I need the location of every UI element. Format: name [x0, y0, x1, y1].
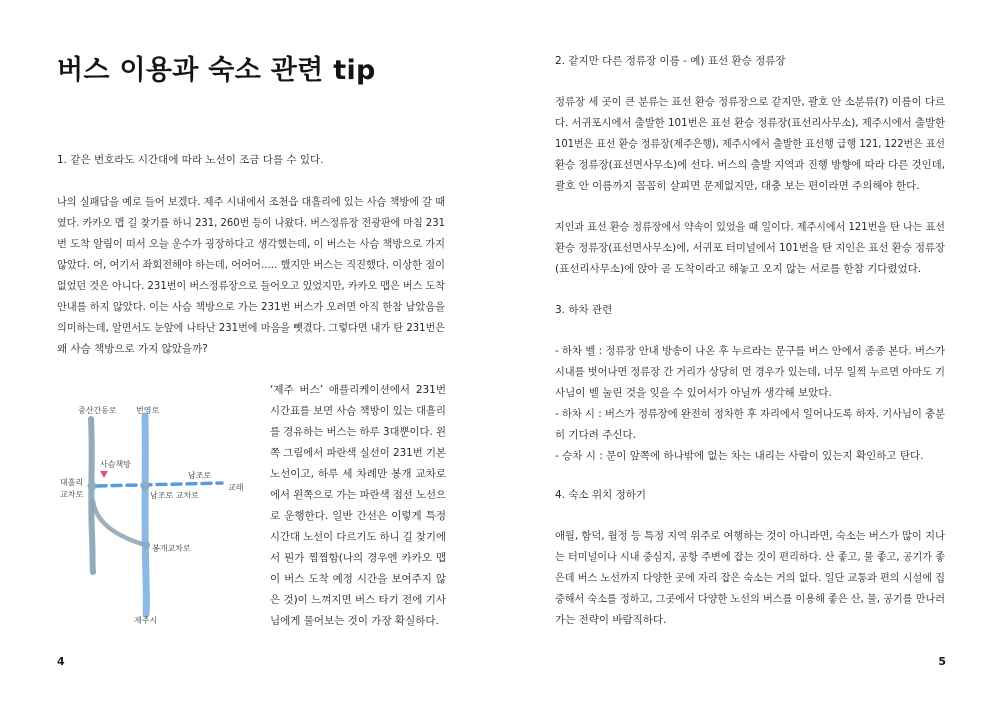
body-paragraph — [555, 217, 945, 280]
right-page — [500, 0, 1000, 710]
place-label: 교차로 — [60, 490, 84, 499]
text-line: - 하차 벨 : 정류장 안내 방송이 나온 후 누르라는 문구를 버스 안에서 종종 본다. 버스가 — [555, 345, 945, 357]
text-line: 왜 사슴 책방으로 가지 않았을까? — [57, 343, 208, 355]
text-line: 시내를 벗어나면 정류장 간 거리가 상당히 먼 경우가 있는데, 너무 일찍 누르면 아마도 기 — [555, 366, 946, 378]
body-paragraph — [555, 92, 945, 197]
section-heading: 2. 같지만 다른 정류장 이름 - 예) 표선 환승 정류장 — [555, 55, 786, 67]
map-caption-paragraph — [270, 380, 446, 632]
road-label: 번영로 — [136, 406, 160, 415]
text-line: 않았다. 어, 여기서 좌회전해야 하는데, 어어어..... 했지만 버스는 직진했다. 이상한 점이 — [57, 259, 445, 271]
text-line: 101번은 표선 환승 정류장(제주은행), 제주시에서 출발한 표선행 급행 121, 122번은 표선 — [555, 138, 946, 150]
tips-list — [555, 341, 945, 467]
text-line: 은 것)이 느껴지면 버스 타기 전에 기사 — [270, 594, 446, 606]
dashed-route-line — [97, 483, 222, 486]
place-label: 제주시 — [134, 616, 158, 625]
text-line: 에서 왼쪽으로 가는 파란색 점선 노선으 — [270, 489, 446, 501]
text-line: 로 운행한다. 일반 간선은 이렇게 특정 — [270, 510, 447, 522]
text-line: 시간대 노선이 다르기도 하니 길 찾기에 — [270, 531, 446, 543]
list-item — [555, 446, 945, 467]
text-line: 은데 버스 노선까지 다양한 곳에 자리 잡은 숙소는 거의 없다. 일단 교통과 편의 시설에 집 — [555, 572, 946, 584]
body-paragraph — [555, 526, 945, 631]
place-label: 사슴책방 — [100, 460, 131, 469]
body-paragraph — [57, 192, 445, 360]
text-line: 를 경유하는 버스는 하루 3대뿐이다. 왼 — [270, 426, 446, 438]
text-line: 서 뭔가 찜찜함(나의 경우엔 카카오 맵 — [270, 552, 446, 564]
road-line-right — [145, 416, 146, 614]
text-line: 였다. 카카오 맵 길 찾기를 하니 231, 260번 등이 나왔다. 버스정류장 전광판에 마침 231 — [57, 217, 445, 229]
section-heading: 1. 같은 번호라도 시간대에 따라 노선이 조금 다를 수 있다. — [57, 154, 324, 166]
road-label: 남조로 — [188, 471, 212, 480]
text-line: 중해서 숙소를 정하고, 그곳에서 다양한 노선의 버스를 이용해 좋은 산, 물, 공기를 만나러 — [555, 593, 946, 605]
text-line: 노선이고, 하루 세 차례만 봉개 교차로 — [270, 468, 447, 480]
place-label: 대흘리 — [60, 478, 84, 487]
bus-route-map — [50, 385, 260, 635]
text-line: 지인과 표선 환승 정류장에서 약속이 있었을 때 일이다. 제주시에서 121번을 탄 나는 표선 — [555, 221, 946, 233]
text-line: 시간표를 보면 사슴 책방이 있는 대흘리 — [270, 405, 446, 417]
junction-dot — [141, 482, 150, 491]
text-line: 이 버스 도착 예정 시간을 보여주지 않 — [270, 573, 447, 585]
text-line: 는 터미널이나 시내 중심지, 공항 주변에 잡는 것이 편리하다. 산 좋고, 물 좋고, 공기가 좋 — [555, 551, 946, 563]
text-line: 다. 서귀포시에서 출발한 101번은 표선 환승 정류장(표선리사무소), 제주시에서 출발한 — [555, 117, 946, 129]
road-line-left — [91, 419, 93, 572]
curved-route-line — [93, 501, 145, 545]
text-line: 환승 정류장(표선면사무소)에 선다. 버스의 출발 지역과 진행 방향에 따라 다른 것인데, — [555, 159, 946, 171]
text-line: 번 도착 알림이 떠서 오늘 운수가 굉장하다고 생각했는데, 이 버스는 사슴 책방으로 가지 — [57, 238, 446, 250]
place-label: 교래 — [228, 483, 244, 492]
section-heading: 4. 숙소 위치 정하기 — [555, 489, 647, 501]
page-number: 4 — [57, 655, 65, 668]
place-label: 남조로 교차로 — [150, 491, 199, 500]
page-number: 5 — [938, 655, 946, 668]
text-line: 사님이 벨 눌린 것을 잊을 수 있어서가 아닐까 생각해 보았다. — [555, 387, 832, 399]
place-label: 봉개교차로 — [152, 544, 191, 553]
text-line: 괄호 안 이름까지 꼼꼼히 살피면 문제없지만, 대충 보는 편이라면 주의해야 한다. — [555, 180, 920, 192]
section-heading: 3. 하차 관련 — [555, 304, 613, 316]
text-line: 환승 정류장(표선면사무소)에, 서귀포 터미널에서 101번을 탄 지인은 표선 환승 정류장 — [555, 242, 946, 254]
text-line: (표선리사무소)에 앉아 곧 도착이라고 해놓고 오지 않는 서로를 한참 기다렸었다. — [555, 263, 922, 275]
text-line: 안내를 하지 않았다. 이는 사슴 책방으로 가는 231번 버스가 오려면 아직 한참 남았음을 — [57, 301, 446, 313]
location-marker-icon — [100, 471, 108, 478]
text-line: 가는 전략이 바람직하다. — [555, 614, 667, 626]
text-line: 정류장 세 곳이 큰 분류는 표선 환승 정류장으로 같지만, 괄호 안 소분류(?) 이름이 다르 — [555, 96, 946, 108]
junction-dot — [88, 482, 97, 491]
text-line: 님에게 물어보는 것이 가장 확실하다. — [270, 615, 439, 627]
junction-dot — [142, 541, 150, 549]
text-line: 나의 실패담을 예로 들어 보겠다. 제주 시내에서 조천읍 대흘리에 있는 사슴 책방에 갈 때 — [57, 196, 445, 208]
list-item — [555, 341, 945, 404]
page-title: 버스 이용과 숙소 관련 tip — [57, 55, 376, 86]
road-label: 중산간동로 — [78, 406, 117, 415]
text-line: ‘제주 버스’ 애플리케이션에서 231번 — [270, 384, 446, 396]
text-line: - 승차 시 : 문이 앞쪽에 하나밖에 없는 차는 내리는 사람이 있는지 확인하고 탄다. — [555, 450, 924, 462]
text-line: 애월, 함덕, 월정 등 특정 지역 위주로 여행하는 것이 아니라면, 숙소는 버스가 많이 지나 — [555, 530, 945, 542]
text-line: 없었던 것은 아니다. 231번이 버스정류장으로 들어오고 있었지만, 카카오 맵은 버스 도착 — [57, 280, 446, 292]
text-line: 쪽 그림에서 파란색 실선이 231번 기본 — [270, 447, 446, 459]
text-line: 히 기다려 주신다. — [555, 429, 637, 441]
text-line: - 하차 시 : 버스가 정류장에 완전히 정차한 후 자리에서 일어나도록 하자. 기사님이 충분 — [555, 408, 945, 420]
list-item — [555, 404, 945, 446]
text-line: 의미하는데, 알면서도 눈앞에 나타난 231번에 마음을 뺏겼다. 그렇다면 내가 탄 231번은 — [57, 322, 446, 334]
